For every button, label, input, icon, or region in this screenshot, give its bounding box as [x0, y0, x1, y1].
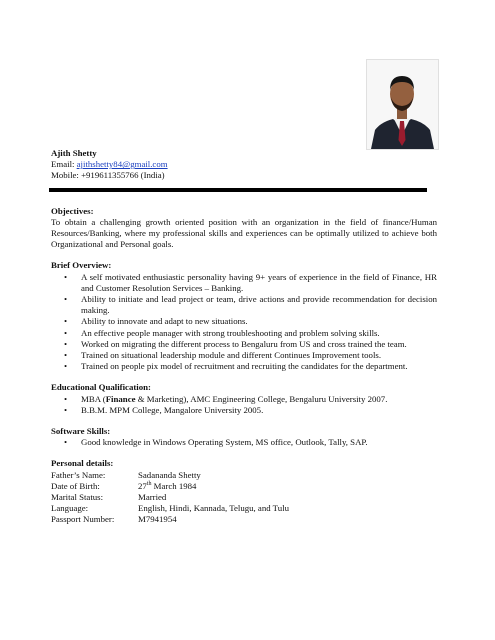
father-value: Sadananda Shetty	[138, 469, 201, 480]
objectives-title: Objectives:	[51, 205, 94, 216]
bullet-icon: •	[64, 294, 68, 305]
list-item: • Worked on migrating the different process to Bengaluru from US and cross trained the team.	[64, 338, 407, 349]
email-label: Email:	[51, 159, 75, 170]
marital-label: Marital Status:	[51, 492, 104, 503]
passport-label: Passport Number:	[51, 514, 115, 525]
list-item: • Ability to initiate and lead project or team, drive actions and provide recommendation for decision making.	[64, 294, 437, 316]
bullet-icon: •	[64, 327, 68, 338]
person-photo-icon	[367, 60, 438, 149]
mobile-line	[51, 170, 437, 181]
software-skills-title: Software Skills:	[51, 426, 111, 437]
list-item: • Good knowledge in Windows Operating System, MS office, Outlook, Tally, SAP.	[64, 437, 368, 448]
list-item: • Trained on people pix model of recruitment and recruiting the candidates for the department.	[64, 361, 408, 372]
personal-details-title: Personal details:	[51, 458, 114, 469]
dob-value: 27th March 1984	[138, 480, 197, 491]
marital-value: Married	[138, 492, 167, 503]
header-divider	[49, 188, 427, 192]
personal-details-table	[51, 470, 437, 526]
language-label: Language:	[51, 503, 89, 514]
mobile-value: +919611355766 (India)	[81, 170, 165, 181]
bullet-icon: •	[64, 437, 68, 448]
bullet-icon: •	[64, 361, 68, 372]
profile-photo	[366, 59, 439, 150]
list-item: • An effective people manager with strong troubleshooting and problem solving skills.	[64, 327, 380, 338]
passport-value: M7941954	[138, 514, 177, 525]
bullet-icon: •	[64, 404, 68, 415]
brief-overview-list	[51, 272, 437, 373]
list-item: • A self motivated enthusiastic personality having 9+ years of experience in the field of Finance, HR and Customer Resolution Services – Banking.	[64, 271, 437, 293]
list-item: • Trained on situational leadership module and different Continues Improvement tools.	[64, 350, 382, 361]
software-skills-list	[51, 437, 437, 448]
bullet-icon: •	[64, 316, 68, 327]
education-title: Educational Qualification:	[51, 382, 151, 393]
education-list	[51, 394, 437, 416]
bullet-icon: •	[64, 393, 68, 404]
language-value: English, Hindi, Kannada, Telugu, and Tulu	[138, 503, 289, 514]
bullet-icon: •	[64, 271, 68, 282]
list-item: • Ability to innovate and adapt to new situations.	[64, 316, 248, 327]
objectives-text: To obtain a challenging growth oriented position with an organization in the field of finance/Human Resources/Banking, where my professional skills and experiences can be optimally utilized to achieve both Organizational and Personal goals.	[51, 216, 437, 250]
dob-label: Date of Birth:	[51, 480, 100, 491]
resume-document	[51, 148, 437, 526]
list-item: • B.B.M. MPM College, Mangalore University 2005.	[64, 404, 264, 415]
candidate-name: Ajith Shetty	[51, 148, 97, 158]
email-line	[51, 159, 437, 170]
bullet-icon: •	[64, 338, 68, 349]
mobile-label: Mobile:	[51, 170, 79, 181]
finance-emphasis: Finance	[105, 393, 136, 404]
father-label: Father’s Name:	[51, 469, 106, 480]
bullet-icon: •	[64, 350, 68, 361]
brief-overview-title: Brief Overview:	[51, 260, 112, 271]
list-item: • MBA (Finance & Marketing), AMC Engineering College, Bengaluru University 2007.	[64, 393, 388, 404]
email-link[interactable]: ajithshetty84@gmail.com	[76, 159, 168, 170]
